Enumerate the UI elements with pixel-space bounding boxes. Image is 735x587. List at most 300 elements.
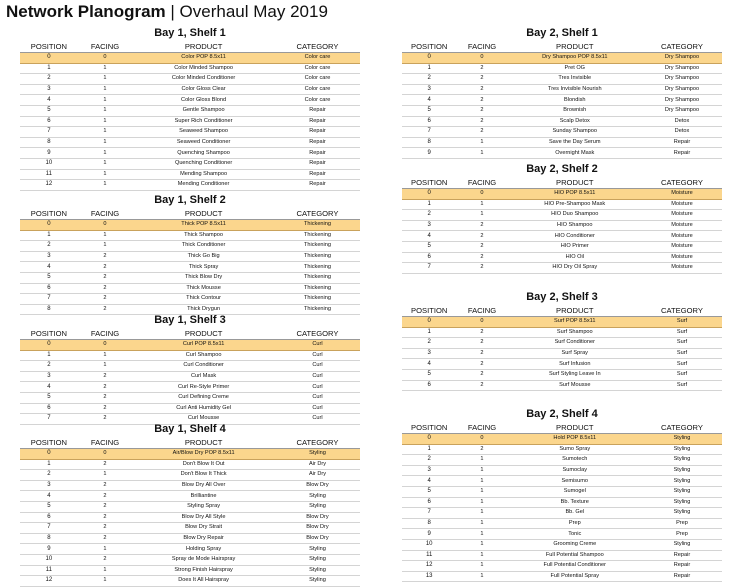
product-cell: Bb. Texture — [508, 497, 642, 508]
category-cell: Detox — [642, 116, 722, 127]
category-cell: Styling — [642, 497, 722, 508]
facing-cell: 1 — [78, 544, 132, 555]
planogram-table — [20, 40, 360, 191]
position-cell: 2 — [20, 241, 78, 252]
table-row — [20, 350, 360, 361]
facing-cell: 2 — [78, 382, 132, 393]
product-cell: Blow Dry All Style — [132, 512, 275, 523]
position-header: POSITION — [402, 40, 456, 53]
category-cell: Thickening — [275, 272, 360, 283]
section-title: Bay 1, Shelf 3 — [154, 314, 226, 326]
section-bay1-shelf4 — [20, 422, 360, 587]
table-row — [402, 327, 722, 338]
category-cell: Dry Shampoo — [642, 63, 722, 74]
facing-cell: 1 — [78, 470, 132, 481]
table-row — [402, 571, 722, 582]
product-cell: HIO POP 8.5x11 — [508, 189, 642, 200]
position-cell: 12 — [402, 561, 456, 572]
section-title: Bay 1, Shelf 2 — [154, 194, 226, 206]
position-cell: 11 — [20, 169, 78, 180]
product-cell: Color Gloss Clear — [132, 84, 275, 95]
product-cell: Surf POP 8.5x11 — [508, 317, 642, 328]
facing-cell: 1 — [456, 508, 507, 519]
position-cell: 9 — [402, 148, 456, 159]
facing-cell: 1 — [78, 361, 132, 372]
section-title: Bay 1, Shelf 4 — [154, 423, 226, 435]
category-cell: Repair — [275, 169, 360, 180]
category-cell: Surf — [642, 359, 722, 370]
category-cell: Moisture — [642, 189, 722, 200]
facing-cell: 2 — [78, 251, 132, 262]
product-cell: Surf Mousse — [508, 380, 642, 391]
category-cell: Thickening — [275, 220, 360, 231]
category-cell: Color care — [275, 95, 360, 106]
facing-cell: 2 — [78, 283, 132, 294]
facing-cell: 1 — [78, 137, 132, 148]
category-cell: Repair — [642, 137, 722, 148]
table-row — [402, 348, 722, 359]
section-bay2-shelf4 — [402, 407, 722, 582]
facing-cell: 1 — [456, 465, 507, 476]
table-row — [20, 84, 360, 95]
position-cell: 0 — [402, 317, 456, 328]
facing-cell: 2 — [78, 392, 132, 403]
section-bay1-shelf1 — [20, 26, 360, 191]
category-cell: Curl — [275, 371, 360, 382]
position-cell: 3 — [20, 84, 78, 95]
product-cell: Thick Conditioner — [132, 241, 275, 252]
category-cell: Moisture — [642, 241, 722, 252]
position-cell: 9 — [402, 529, 456, 540]
product-cell: Thick Contour — [132, 294, 275, 305]
position-cell: 12 — [20, 576, 78, 587]
position-cell: 5 — [20, 272, 78, 283]
product-cell: Blow Dry Strait — [132, 523, 275, 534]
product-cell: Thick Mousse — [132, 283, 275, 294]
category-cell: Styling — [275, 544, 360, 555]
title-separator: | — [170, 2, 175, 21]
category-cell: Color care — [275, 74, 360, 85]
category-cell: Styling — [642, 539, 722, 550]
position-cell: 5 — [402, 241, 456, 252]
position-cell: 3 — [20, 371, 78, 382]
position-header: POSITION — [20, 436, 78, 449]
table-row — [20, 137, 360, 148]
category-cell: Dry Shampoo — [642, 53, 722, 64]
table-row — [402, 53, 722, 64]
product-cell: Seaweed Conditioner — [132, 137, 275, 148]
category-cell: Curl — [275, 340, 360, 351]
table-row — [20, 158, 360, 169]
facing-cell: 1 — [456, 455, 507, 466]
section-title: Bay 1, Shelf 1 — [154, 27, 226, 39]
position-cell: 1 — [20, 350, 78, 361]
category-cell: Styling — [275, 449, 360, 460]
table-row — [20, 449, 360, 460]
product-cell: Thick POP 8.5x11 — [132, 220, 275, 231]
facing-header: FACING — [456, 176, 507, 189]
position-cell: 8 — [20, 304, 78, 315]
category-cell: Color care — [275, 84, 360, 95]
category-cell: Dry Shampoo — [642, 84, 722, 95]
section-title: Bay 2, Shelf 2 — [526, 163, 598, 175]
section-title: Bay 2, Shelf 1 — [526, 27, 598, 39]
category-cell: Air Dry — [275, 459, 360, 470]
product-cell: Blondish — [508, 95, 642, 106]
category-cell: Moisture — [642, 263, 722, 274]
position-cell: 5 — [402, 105, 456, 116]
product-cell: Does It All Hairspray — [132, 576, 275, 587]
category-cell: Styling — [642, 434, 722, 445]
product-cell: HIO Conditioner — [508, 231, 642, 242]
facing-cell: 1 — [456, 529, 507, 540]
position-header: POSITION — [402, 176, 456, 189]
position-cell: 5 — [402, 486, 456, 497]
facing-cell: 0 — [78, 340, 132, 351]
product-cell: Bb. Gel — [508, 508, 642, 519]
position-cell: 6 — [402, 116, 456, 127]
position-cell: 2 — [402, 338, 456, 349]
facing-cell: 0 — [78, 220, 132, 231]
position-cell: 3 — [402, 220, 456, 231]
table-row — [402, 497, 722, 508]
table-row — [20, 53, 360, 64]
facing-cell: 2 — [456, 359, 507, 370]
position-cell: 7 — [20, 414, 78, 425]
position-cell: 7 — [402, 127, 456, 138]
facing-header: FACING — [78, 436, 132, 449]
product-header: PRODUCT — [508, 176, 642, 189]
product-cell: Gentle Shampoo — [132, 105, 275, 116]
table-row — [20, 127, 360, 138]
product-cell: Tres Invisible — [508, 74, 642, 85]
facing-cell: 2 — [78, 403, 132, 414]
category-cell: Color care — [275, 53, 360, 64]
table-row — [20, 105, 360, 116]
product-cell: Full Potential Conditioner — [508, 561, 642, 572]
category-cell: Thickening — [275, 294, 360, 305]
product-header: PRODUCT — [508, 421, 642, 434]
position-cell: 1 — [20, 63, 78, 74]
product-cell: Brilliantine — [132, 491, 275, 502]
table-header-row — [402, 40, 722, 53]
facing-cell: 2 — [456, 95, 507, 106]
position-cell: 0 — [20, 220, 78, 231]
facing-cell: 2 — [456, 220, 507, 231]
facing-cell: 2 — [78, 533, 132, 544]
category-cell: Styling — [642, 476, 722, 487]
category-cell: Curl — [275, 414, 360, 425]
position-header: POSITION — [20, 207, 78, 220]
table-row — [20, 283, 360, 294]
position-cell: 3 — [20, 480, 78, 491]
category-cell: Thickening — [275, 283, 360, 294]
table-row — [20, 470, 360, 481]
table-row — [20, 361, 360, 372]
table-row — [20, 95, 360, 106]
product-cell: Thick Go Big — [132, 251, 275, 262]
position-cell: 9 — [20, 148, 78, 159]
planogram-table — [20, 436, 360, 587]
facing-cell: 2 — [456, 116, 507, 127]
table-row — [402, 74, 722, 85]
product-cell: Sumotech — [508, 455, 642, 466]
facing-cell: 2 — [78, 371, 132, 382]
table-row — [402, 241, 722, 252]
facing-cell: 1 — [456, 210, 507, 221]
facing-cell: 2 — [456, 84, 507, 95]
position-cell: 6 — [402, 252, 456, 263]
position-cell: 12 — [20, 180, 78, 191]
facing-header: FACING — [78, 207, 132, 220]
product-cell: Color Gloss Blond — [132, 95, 275, 106]
table-row — [20, 63, 360, 74]
position-cell: 2 — [20, 361, 78, 372]
position-cell: 10 — [20, 554, 78, 565]
table-row — [20, 480, 360, 491]
table-row — [402, 220, 722, 231]
position-cell: 2 — [20, 470, 78, 481]
facing-cell: 0 — [456, 317, 507, 328]
category-header: CATEGORY — [275, 40, 360, 53]
facing-cell: 2 — [78, 501, 132, 512]
position-cell: 8 — [20, 137, 78, 148]
position-cell: 4 — [402, 95, 456, 106]
table-row — [20, 169, 360, 180]
category-header: CATEGORY — [642, 304, 722, 317]
category-cell: Blow Dry — [275, 480, 360, 491]
category-cell: Surf — [642, 317, 722, 328]
product-header: PRODUCT — [132, 436, 275, 449]
product-cell: Save the Day Serum — [508, 137, 642, 148]
table-row — [402, 455, 722, 466]
facing-cell: 1 — [456, 486, 507, 497]
product-cell: Super Rich Conditioner — [132, 116, 275, 127]
table-row — [402, 486, 722, 497]
table-row — [20, 148, 360, 159]
product-header: PRODUCT — [508, 40, 642, 53]
position-cell: 9 — [20, 544, 78, 555]
position-cell: 8 — [402, 137, 456, 148]
table-header-row — [20, 207, 360, 220]
product-cell: Curl Re-Style Primer — [132, 382, 275, 393]
facing-cell: 1 — [78, 74, 132, 85]
category-cell: Repair — [642, 148, 722, 159]
table-row — [402, 137, 722, 148]
position-cell: 11 — [20, 565, 78, 576]
category-header: CATEGORY — [642, 421, 722, 434]
product-cell: Grooming Creme — [508, 539, 642, 550]
position-cell: 10 — [20, 158, 78, 169]
table-row — [20, 251, 360, 262]
position-cell: 10 — [402, 539, 456, 550]
product-cell: Thick Shampoo — [132, 230, 275, 241]
section-bay2-shelf3 — [402, 290, 722, 391]
facing-cell: 1 — [78, 95, 132, 106]
facing-cell: 1 — [78, 148, 132, 159]
table-row — [402, 84, 722, 95]
position-cell: 0 — [20, 53, 78, 64]
position-cell: 7 — [20, 127, 78, 138]
category-header: CATEGORY — [642, 176, 722, 189]
table-row — [20, 554, 360, 565]
position-cell: 7 — [402, 263, 456, 274]
position-cell: 0 — [20, 449, 78, 460]
category-cell: Blow Dry — [275, 533, 360, 544]
product-cell: Tonic — [508, 529, 642, 540]
product-cell: Hold POP 8.5x11 — [508, 434, 642, 445]
category-cell: Moisture — [642, 231, 722, 242]
product-cell: Don't Blow It Out — [132, 459, 275, 470]
table-row — [402, 317, 722, 328]
category-cell: Styling — [642, 455, 722, 466]
table-row — [402, 359, 722, 370]
product-cell: Spray de Mode Hairspray — [132, 554, 275, 565]
position-cell: 8 — [402, 518, 456, 529]
product-cell: Tres Invisible Nourish — [508, 84, 642, 95]
section-bay1-shelf2 — [20, 193, 360, 315]
table-row — [20, 403, 360, 414]
position-cell: 4 — [20, 95, 78, 106]
product-cell: HIO Dry Oil Spray — [508, 263, 642, 274]
product-cell: Curl Defining Creme — [132, 392, 275, 403]
table-row — [402, 263, 722, 274]
table-row — [402, 465, 722, 476]
position-cell: 6 — [20, 283, 78, 294]
table-row — [402, 476, 722, 487]
category-cell: Styling — [642, 486, 722, 497]
facing-cell: 2 — [78, 554, 132, 565]
facing-cell: 2 — [78, 480, 132, 491]
position-cell: 4 — [402, 476, 456, 487]
facing-cell: 0 — [456, 53, 507, 64]
category-cell: Surf — [642, 327, 722, 338]
category-cell: Moisture — [642, 252, 722, 263]
product-cell: Overnight Mask — [508, 148, 642, 159]
position-cell: 8 — [20, 533, 78, 544]
facing-cell: 1 — [78, 105, 132, 116]
product-cell: Don't Blow It Thick — [132, 470, 275, 481]
facing-cell: 2 — [78, 523, 132, 534]
position-cell: 2 — [402, 455, 456, 466]
facing-cell: 2 — [456, 338, 507, 349]
table-row — [20, 241, 360, 252]
position-cell: 6 — [20, 403, 78, 414]
product-cell: Curl Conditioner — [132, 361, 275, 372]
product-cell: Curl Anti Humidity Gel — [132, 403, 275, 414]
product-cell: Surf Styling Leave In — [508, 369, 642, 380]
category-cell: Curl — [275, 350, 360, 361]
section-bay2-shelf1 — [402, 26, 722, 159]
product-cell: Brownish — [508, 105, 642, 116]
product-cell: Quenching Conditioner — [132, 158, 275, 169]
table-row — [20, 523, 360, 534]
product-cell: Pret OG — [508, 63, 642, 74]
position-cell: 3 — [402, 465, 456, 476]
table-row — [20, 116, 360, 127]
table-header-row — [20, 436, 360, 449]
table-row — [20, 382, 360, 393]
table-row — [402, 116, 722, 127]
table-header-row — [20, 40, 360, 53]
table-row — [402, 508, 722, 519]
product-cell: Sunday Shampoo — [508, 127, 642, 138]
position-cell: 6 — [20, 512, 78, 523]
facing-cell: 2 — [456, 74, 507, 85]
product-cell: Prep — [508, 518, 642, 529]
table-row — [402, 189, 722, 200]
position-cell: 4 — [402, 359, 456, 370]
facing-header: FACING — [78, 327, 132, 340]
product-cell: Full Potential Shampoo — [508, 550, 642, 561]
facing-header: FACING — [456, 304, 507, 317]
category-cell: Repair — [275, 148, 360, 159]
product-header: PRODUCT — [508, 304, 642, 317]
facing-cell: 2 — [78, 262, 132, 273]
position-cell: 11 — [402, 550, 456, 561]
position-cell: 0 — [20, 340, 78, 351]
product-header: PRODUCT — [132, 207, 275, 220]
product-cell: Curl POP 8.5x11 — [132, 340, 275, 351]
position-cell: 1 — [402, 199, 456, 210]
facing-cell: 2 — [78, 272, 132, 283]
position-cell: 6 — [402, 497, 456, 508]
product-cell: Holding Spray — [132, 544, 275, 555]
position-header: POSITION — [20, 327, 78, 340]
product-header: PRODUCT — [132, 40, 275, 53]
table-row — [402, 338, 722, 349]
position-cell: 4 — [20, 382, 78, 393]
planogram-table — [402, 421, 722, 582]
category-cell: Moisture — [642, 220, 722, 231]
table-row — [402, 105, 722, 116]
table-header-row — [20, 327, 360, 340]
position-cell: 7 — [20, 523, 78, 534]
position-cell: 3 — [402, 348, 456, 359]
facing-cell: 1 — [456, 497, 507, 508]
facing-cell: 1 — [456, 550, 507, 561]
position-cell: 3 — [402, 84, 456, 95]
category-cell: Styling — [275, 554, 360, 565]
product-cell: Air/Blow Dry POP 8.5x11 — [132, 449, 275, 460]
facing-cell: 2 — [78, 294, 132, 305]
facing-cell: 1 — [78, 84, 132, 95]
table-row — [20, 512, 360, 523]
facing-cell: 1 — [456, 199, 507, 210]
table-header-row — [402, 176, 722, 189]
category-cell: Thickening — [275, 241, 360, 252]
table-row — [402, 518, 722, 529]
position-cell: 0 — [402, 434, 456, 445]
planogram-table — [402, 40, 722, 159]
facing-cell: 1 — [78, 180, 132, 191]
category-cell: Prep — [642, 518, 722, 529]
position-cell: 1 — [402, 444, 456, 455]
facing-cell: 1 — [78, 565, 132, 576]
category-cell: Curl — [275, 382, 360, 393]
position-header: POSITION — [402, 304, 456, 317]
position-cell: 1 — [402, 63, 456, 74]
facing-cell: 2 — [456, 348, 507, 359]
product-cell: Curl Mousse — [132, 414, 275, 425]
section-title: Bay 2, Shelf 3 — [526, 291, 598, 303]
page-title — [6, 2, 328, 22]
product-cell: Surf Infusion — [508, 359, 642, 370]
facing-cell: 1 — [456, 571, 507, 582]
category-cell: Curl — [275, 403, 360, 414]
product-cell: Semisumo — [508, 476, 642, 487]
product-cell: Curl Mask — [132, 371, 275, 382]
